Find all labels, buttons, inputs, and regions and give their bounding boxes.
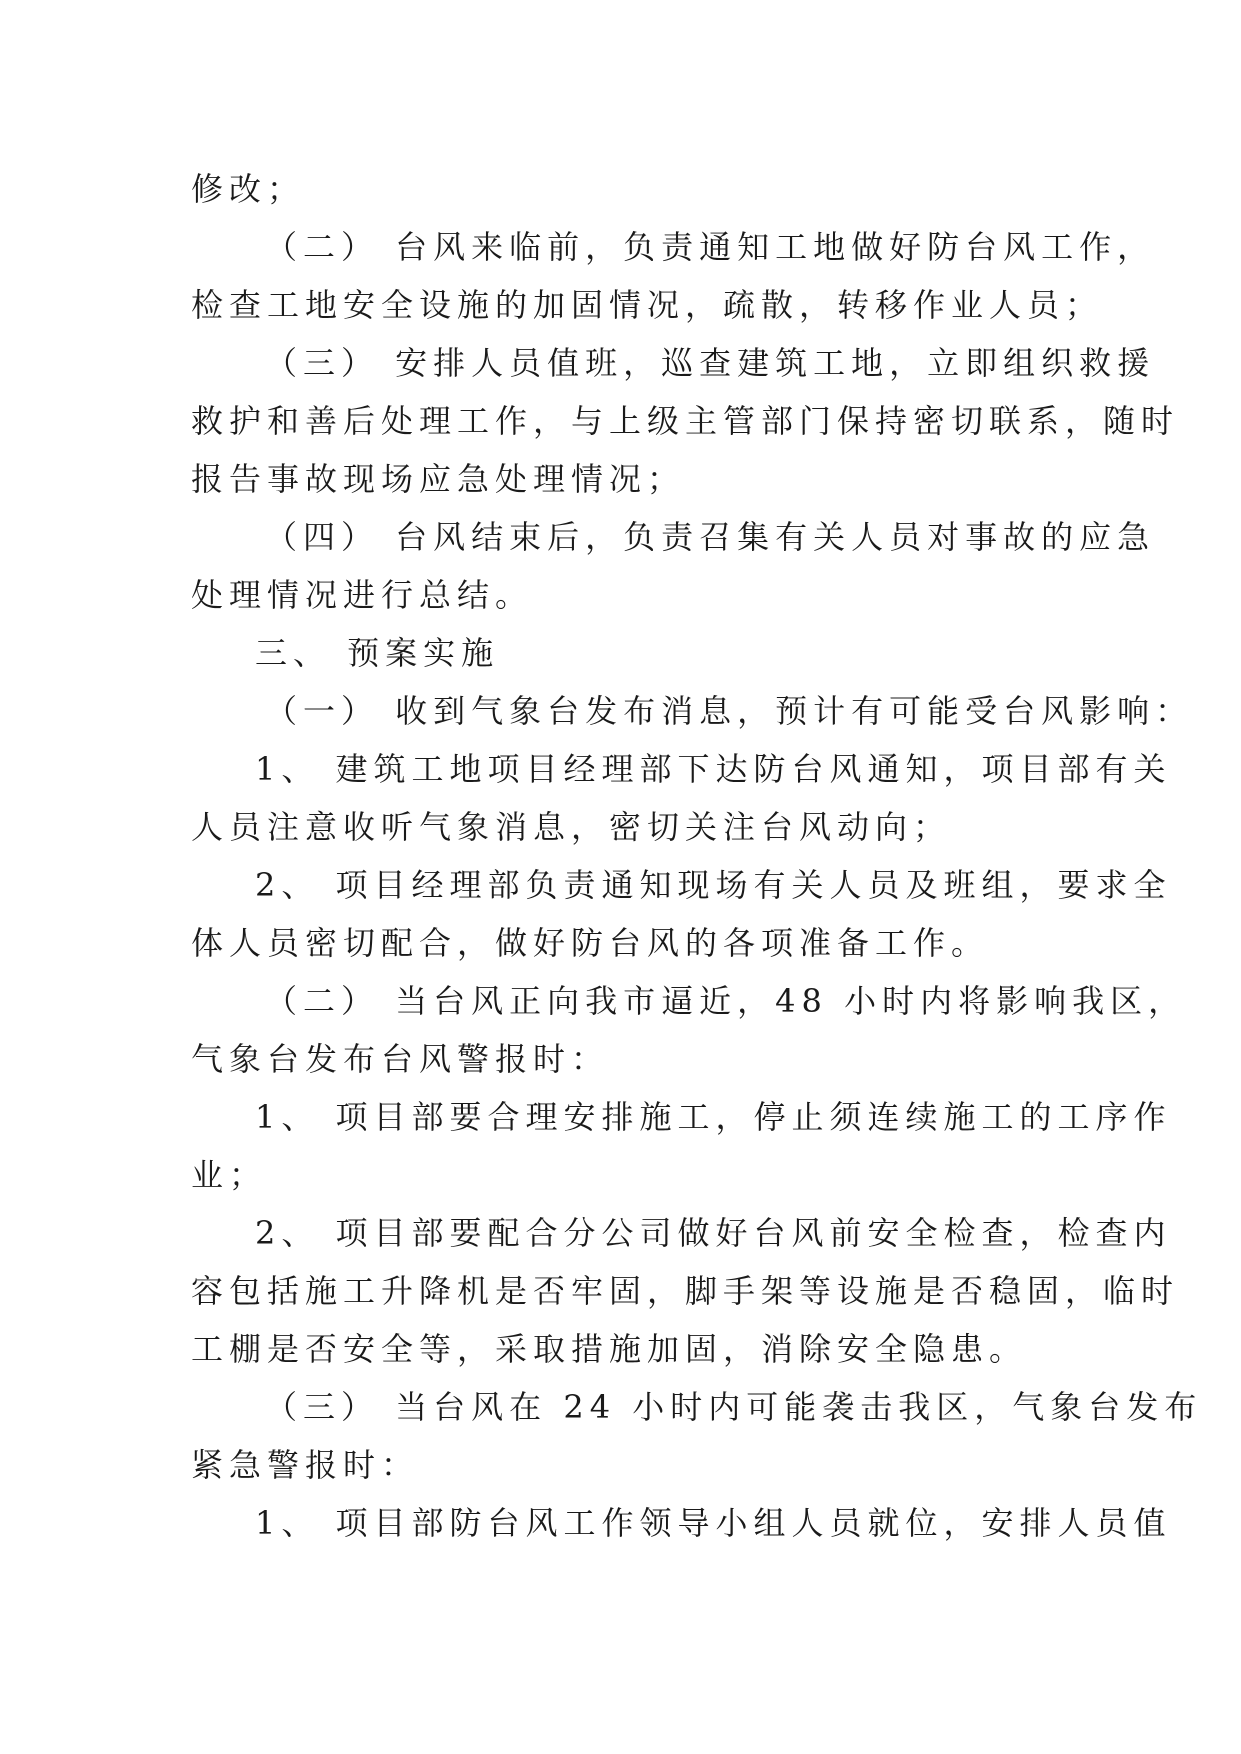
paragraph-line: （四） 台风结束后，负责召集有关人员对事故的应急 [265, 518, 1156, 556]
paragraph-line: （三） 当台风在 24 小时内可能袭击我区，气象台发布 [265, 1388, 1203, 1426]
paragraph-line: 紧急警报时： [191, 1446, 420, 1484]
paragraph-line: 1、 项目部防台风工作领导小组人员就位，安排人员值 [255, 1504, 1172, 1542]
paragraph-line: 工棚是否安全等，采取措施加固，消除安全隐患。 [191, 1330, 1028, 1368]
paragraph-line: 检查工地安全设施的加固情况，疏散，转移作业人员； [191, 286, 1104, 324]
paragraph-line: （二） 台风来临前，负责通知工地做好防台风工作， [265, 228, 1156, 266]
paragraph-line: 业； [191, 1156, 268, 1194]
paragraph-line: 救护和善后处理工作，与上级主管部门保持密切联系，随时 [191, 402, 1180, 440]
paragraph-line: 2、 项目部要配合分公司做好台风前安全检查，检查内 [255, 1214, 1172, 1252]
paragraph-line: （三） 安排人员值班，巡查建筑工地，立即组织救援 [265, 344, 1156, 382]
paragraph-line: 1、 项目部要合理安排施工，停止须连续施工的工序作 [255, 1098, 1172, 1136]
paragraph-line: 报告事故现场应急处理情况； [191, 460, 686, 498]
paragraph-line: 气象台发布台风警报时： [191, 1040, 610, 1078]
paragraph-line: 修改； [191, 170, 306, 208]
document-body [191, 160, 1203, 1552]
paragraph-line: 容包括施工升降机是否牢固，脚手架等设施是否稳固，临时 [191, 1272, 1180, 1310]
paragraph-line: 处理情况进行总结。 [191, 576, 534, 614]
paragraph-line: （一） 收到气象台发布消息，预计有可能受台风影响： [265, 692, 1194, 730]
paragraph-line: 1、 建筑工地项目经理部下达防台风通知，项目部有关 [255, 750, 1172, 788]
paragraph-line: 体人员密切配合，做好防台风的各项准备工作。 [191, 924, 990, 962]
paragraph-line: 人员注意收听气象消息，密切关注台风动向； [191, 808, 952, 846]
section-heading: 三、 预案实施 [255, 634, 500, 672]
paragraph-line: （二） 当台风正向我市逼近，48 小时内将影响我区， [265, 982, 1187, 1020]
paragraph-line: 2、 项目经理部负责通知现场有关人员及班组，要求全 [255, 866, 1172, 904]
